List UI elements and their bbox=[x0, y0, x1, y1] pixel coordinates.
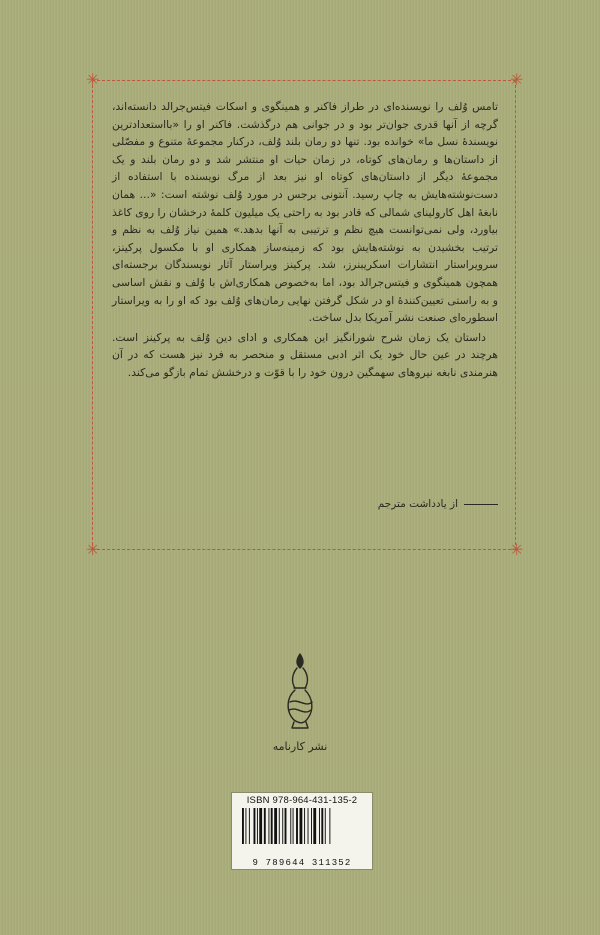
corner-ornament-icon: ✳ bbox=[510, 70, 524, 89]
barcode-bar bbox=[264, 808, 266, 844]
barcode-bar bbox=[282, 808, 283, 844]
signature-text: از یادداشت مترجم bbox=[377, 498, 458, 510]
isbn-barcode-box bbox=[231, 792, 373, 870]
barcode-bar bbox=[329, 808, 330, 844]
barcode-icon bbox=[240, 808, 364, 854]
barcode-bar bbox=[279, 808, 280, 844]
barcode-bar bbox=[257, 808, 258, 844]
corner-ornament-icon: ✳ bbox=[510, 540, 524, 559]
blurb-paragraph-2: داستان یک زمان شرح شورانگیز این همکاری و ادای دین وُلف به پرکینز است. هرچند در عین حال خود یک اثر ادبی مستقل و منحصر به فرد نیز هست که در آن هنرمندی نابغه نیروهای سهمگین درون خود را با قوّت و درخشش تمام بازگو می‌کند. bbox=[112, 330, 498, 379]
barcode-bar bbox=[300, 808, 303, 844]
blurb-text bbox=[112, 98, 498, 382]
barcode-bar bbox=[293, 808, 294, 844]
barcode-bar bbox=[271, 808, 273, 844]
publisher-logo bbox=[270, 650, 330, 760]
blurb-paragraph-1: تامس وُلف را نویسنده‌ای در طراز فاکنر و همینگوی و اسکات فیتس‌جرالد دانسته‌اند، گرچه از آنها قدری جوان‌تر بود و در جوانی هم درگذشت. فاکنر او را «بااستعدادترین نویسندهٔ نسل ما» خوانده بود. تنها دو رمان بلند وُلف، درکنار مجموعهٔ متنوع و مفصّلی از داستان‌ها و رمان‌های کوتاه، در زمان حیات او منتشر شد و دو رمان بلند و یک مجموعهٔ دیگر از داستان‌های کوتاه او نیز بعد از مرگ نویسنده با استفاده از دست‌نوشته‌هایش به چاپ رسید. آنتونی برجس در مورد وُلف نوشته است: «... همان نابغهٔ اهل کارولینای شمالی که قادر بود به راحتی یک میلیون کلمهٔ درخشان را روی کاغذ بیاورد، ولی نمی‌توانست هیچ نظم و ترتیبی به آنها بدهد.» همین نیاز وُلف به نظم و ترتیب بخشیدن به نوشته‌هایش بود که زمینه‌ساز همکاری او با مکسول پرکینز، سرویراستار انتشارات اسکریبنرز، شد. پرکینز ویراستار آثار نویسندگان برجسته‌ای همچون همینگوی و فیتس‌جرالد بود، اما به‌خصوص همکاری‌اش با وُلف و نقش اساسی و به راستی تعیین‌کنندهٔ او در شکل گرفتن نهایی رمان‌های وُلف بود که او را به ویراستار اسطوره‌ای صنعت نشر آمریکا بدل ساخت. bbox=[112, 100, 498, 325]
barcode-bar bbox=[242, 808, 244, 844]
barcode-bar bbox=[325, 808, 326, 844]
barcode-bar bbox=[274, 808, 277, 844]
barcode-bar bbox=[259, 808, 262, 844]
barcode-bar bbox=[254, 808, 256, 844]
signature-dash bbox=[464, 504, 498, 505]
barcode-bar bbox=[285, 808, 287, 844]
barcode-bar bbox=[319, 808, 320, 844]
barcode-bar bbox=[304, 808, 305, 844]
corner-ornament-icon: ✳ bbox=[86, 540, 100, 559]
barcode-bar bbox=[313, 808, 316, 844]
isbn-label: ISBN 978-964-431-135-2 bbox=[246, 795, 358, 806]
oil-lamp-icon bbox=[270, 650, 330, 760]
barcode-bar bbox=[249, 808, 250, 844]
barcode-bar bbox=[308, 808, 309, 844]
barcode-bar bbox=[290, 808, 291, 844]
barcode-bar bbox=[296, 808, 298, 844]
corner-ornament-icon: ✳ bbox=[86, 70, 100, 89]
publisher-name-logo: نشر کارنامه bbox=[272, 740, 328, 753]
barcode-bar bbox=[311, 808, 312, 844]
translator-note-signature bbox=[112, 498, 498, 510]
barcode-bar bbox=[245, 808, 246, 844]
barcode-digits: 9 789644 311352 bbox=[252, 858, 352, 868]
barcode-bar bbox=[321, 808, 323, 844]
barcode-bar bbox=[268, 808, 269, 844]
